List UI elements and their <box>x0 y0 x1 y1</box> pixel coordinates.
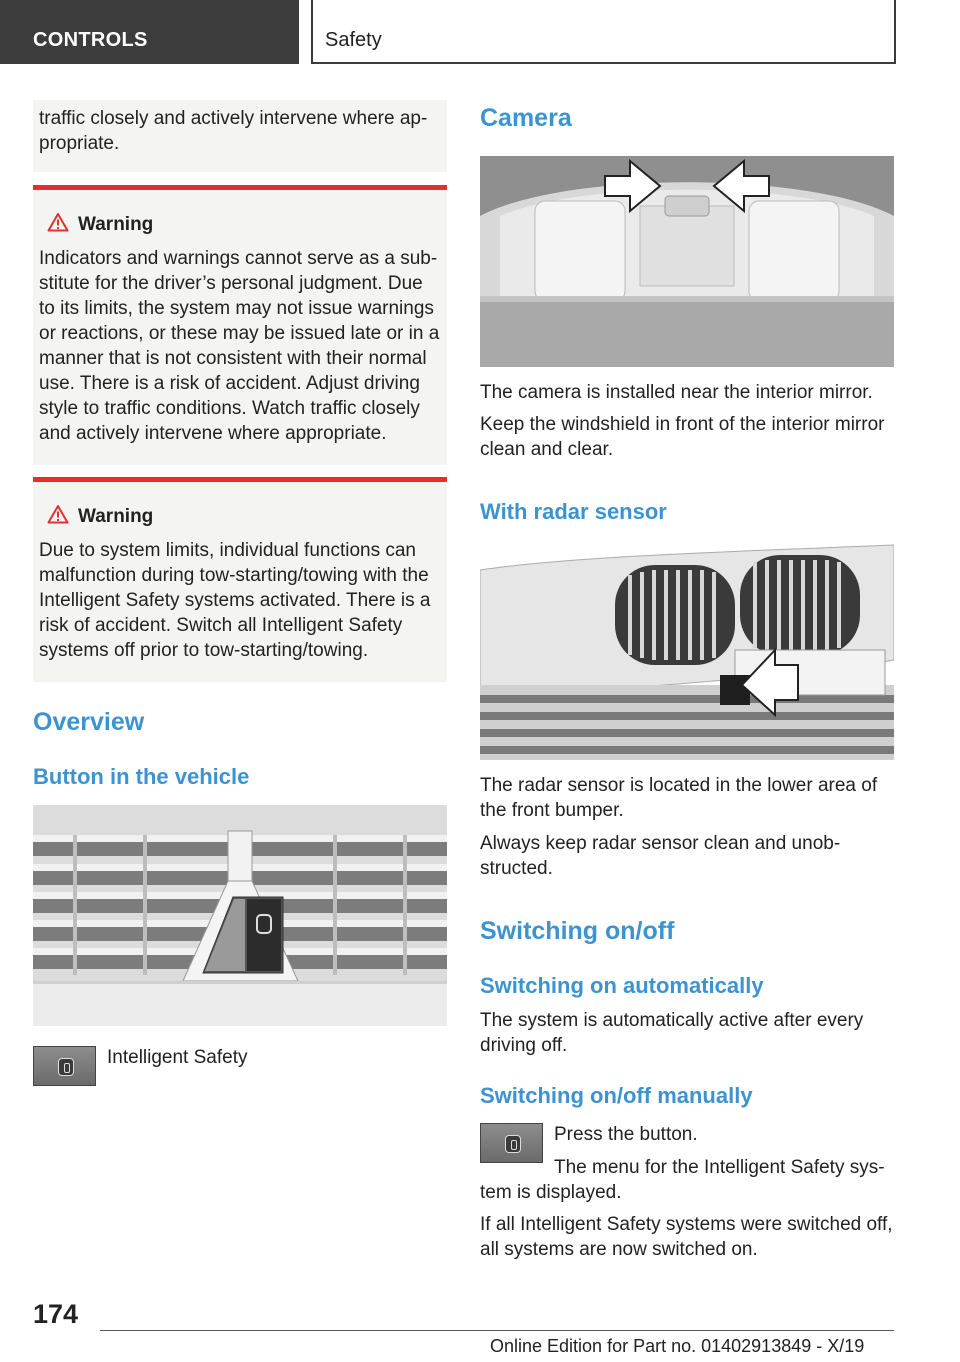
camera-paragraph-1: The camera is installed near the interior mirror. <box>480 382 873 403</box>
manual-step-2-cont: tem is displayed. <box>480 1182 622 1203</box>
auto-paragraph: The system is automatically active after every driving off. <box>480 1010 864 1056</box>
chapter-title: Safety <box>325 29 382 51</box>
warning-title: Warning <box>78 506 154 527</box>
manual-heading: Switching on/off manually <box>480 1083 753 1108</box>
intro-text: traffic closely and actively intervene where ap-propriate. <box>39 108 428 154</box>
intelligent-safety-button-icon <box>33 1046 96 1086</box>
warning-text: Due to system limits, individual functions can malfunction during tow-starting/towing with the Intelligent Safety systems activated. There is a risk of accident. Switch all Intelligent Safety systems off prior to tow-starting/towing. <box>39 540 431 661</box>
warning-icon <box>47 504 69 524</box>
intelligent-safety-button-icon <box>480 1123 543 1163</box>
manual-step-2: The menu for the Intelligent Safety sys- <box>554 1157 885 1178</box>
radar-paragraph-1: The radar sensor is located in the lower area of the front bumper. <box>480 775 878 821</box>
section-tab <box>0 0 299 64</box>
chapter-tab <box>311 0 896 64</box>
footer-divider <box>100 1330 894 1331</box>
radar-photo <box>480 540 894 760</box>
warning-text: Indicators and warnings cannot serve as a sub- stitute for the driver’s personal judgment. Due to its limits, the system may not issue warnings or reactions, or these may be issued late or in a manner that is not consistent with their normal use. There is a risk of accident. Adjust driving style to traffic conditions. Watch traffic closely and actively intervene where appropriate. <box>39 248 440 444</box>
footer-edition: Online Edition for Part no. 01402913849 - X/19 <box>490 1336 865 1356</box>
button-heading: Button in the vehicle <box>33 764 250 789</box>
warning-icon <box>47 212 69 232</box>
overview-heading: Overview <box>33 708 145 736</box>
camera-paragraph-2: Keep the windshield in front of the interior mirror clean and clear. <box>480 414 885 460</box>
radar-paragraph-2: Always keep radar sensor clean and unob- structed. <box>480 833 841 879</box>
warning-title: Warning <box>78 214 154 235</box>
button-photo <box>33 805 447 1026</box>
radar-heading: With radar sensor <box>480 499 667 524</box>
warning-box <box>33 190 447 465</box>
warning-box <box>33 482 447 682</box>
switch-heading: Switching on/off <box>480 917 675 945</box>
camera-photo <box>480 156 894 367</box>
page-number: 174 <box>33 1299 79 1329</box>
section-title: CONTROLS <box>33 29 148 51</box>
auto-heading: Switching on automatically <box>480 973 764 998</box>
manual-paragraph: If all Intelligent Safety systems were switched off, all systems are now switched on. <box>480 1214 893 1260</box>
manual-step-1: Press the button. <box>554 1124 698 1145</box>
button-caption: Intelligent Safety <box>107 1047 248 1068</box>
intro-box <box>33 100 447 172</box>
camera-heading: Camera <box>480 104 572 132</box>
